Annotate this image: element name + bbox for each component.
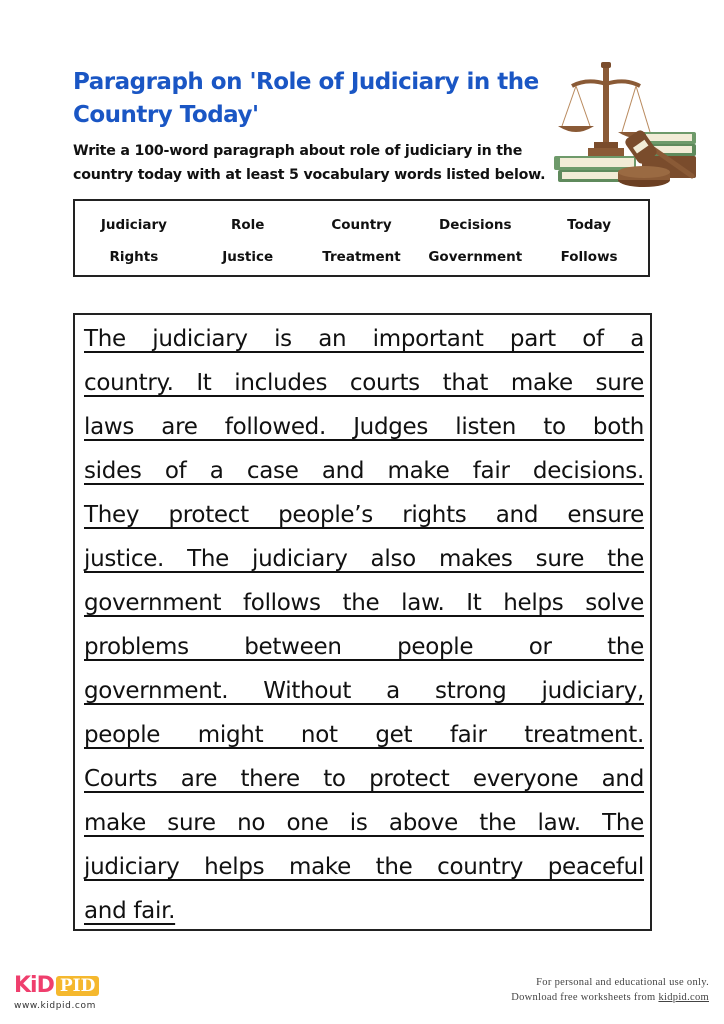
download-note-prefix: Download free worksheets from	[511, 992, 659, 1003]
paragraph-line: people might not get fair treatment.	[84, 722, 644, 748]
paragraph-line: They protect people’s rights and ensure	[84, 502, 644, 528]
worksheet-instructions	[73, 139, 553, 187]
logo-kid-text: KiD	[14, 973, 54, 998]
paragraph-line: sides of a case and make fair decisions.	[84, 458, 644, 484]
footer-note	[511, 975, 709, 1005]
paragraph-line: The judiciary is an important part of a	[84, 326, 644, 352]
worksheet-title: Paragraph on 'Role of Judiciary in the Country Today'	[73, 69, 539, 128]
download-note	[511, 990, 709, 1005]
vocab-word: Judiciary	[100, 217, 167, 233]
vocabulary-box	[73, 199, 650, 277]
kidpid-logo[interactable]	[14, 974, 99, 1011]
paragraph-line: country. It includes courts that make sure	[84, 370, 644, 396]
paragraph-text	[84, 317, 644, 933]
vocab-word: Government	[428, 249, 523, 265]
paragraph-box	[73, 313, 652, 931]
paragraph-line: judiciary helps make the country peaceful	[84, 854, 644, 880]
paragraph-line: government. Without a strong judiciary,	[84, 678, 644, 704]
scales-of-justice-icon	[552, 48, 702, 193]
vocab-word: Decisions	[439, 217, 512, 233]
logo-pid-badge: PID	[56, 976, 99, 996]
logo-url: www.kidpid.com	[14, 1001, 96, 1011]
vocab-word: Justice	[222, 249, 274, 265]
vocab-word: Treatment	[322, 249, 401, 265]
paragraph-line: and fair.	[84, 898, 176, 924]
vocab-word: Role	[230, 217, 265, 233]
usage-note: For personal and educational use only.	[536, 977, 709, 988]
vocab-word: Today	[567, 217, 612, 233]
paragraph-line: problems between people or the	[84, 634, 644, 660]
kidpid-link[interactable]: kidpid.com	[658, 992, 709, 1003]
instruction-line: Write a 100-word paragraph about role of judiciary in the	[73, 143, 523, 159]
paragraph-line: justice. The judiciary also makes sure the	[84, 546, 644, 572]
paragraph-line: make sure no one is above the law. The	[84, 810, 644, 836]
vocab-word: Country	[331, 217, 392, 233]
paragraph-line: laws are followed. Judges listen to both	[84, 414, 644, 440]
paragraph-line: Courts are there to protect everyone and	[84, 766, 644, 792]
instruction-line: country today with at least 5 vocabulary words listed below.	[73, 167, 546, 183]
paragraph-line: government follows the law. It helps solve	[84, 590, 644, 616]
vocab-word: Rights	[109, 249, 159, 265]
vocab-word: Follows	[560, 249, 618, 265]
